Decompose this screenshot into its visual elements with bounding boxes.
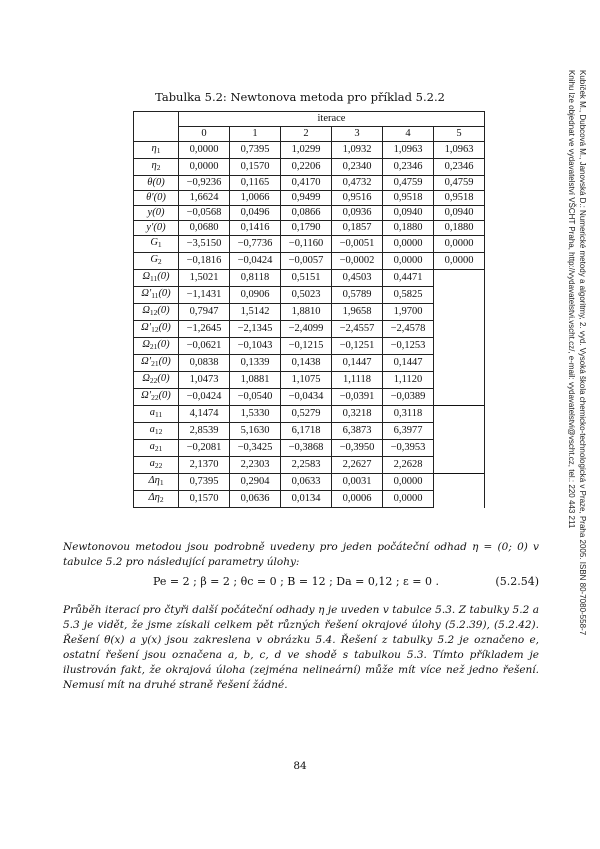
table-cell: 0,1790 [281, 221, 332, 236]
iteration-number: 0 [179, 127, 230, 142]
row-label: y(0) [134, 206, 179, 221]
table-cell: 0,7395 [179, 474, 230, 491]
row-label: $a_{22}$ [134, 457, 179, 474]
side-note-line-2: Knihu lze objednat ve vydavatelství VŠCHT Praha, http://vydavatelstvi.vscht.cz/, e-mail: vydavatelstvi@vscht.cz, tel.: 220 443 211 [567, 70, 576, 529]
table-cell: −0,0568 [179, 206, 230, 221]
table-cell: 1,0473 [179, 372, 230, 389]
table-cell: −0,1253 [383, 338, 434, 355]
table-cell: 0,0000 [179, 142, 230, 159]
row-label: $\Delta\eta_1$ [134, 474, 179, 491]
table-cell: 5,1630 [230, 423, 281, 440]
table-cell: −0,1215 [281, 338, 332, 355]
table-cell: 0,1570 [230, 159, 281, 176]
table-cell: 1,6624 [179, 191, 230, 206]
table-cell: 0,2206 [281, 159, 332, 176]
results-table [133, 111, 485, 508]
table-cell: 0,1339 [230, 355, 281, 372]
equation-number: (5.2.54) [495, 575, 539, 588]
table-row [134, 236, 485, 253]
table-cell: 1,5142 [230, 304, 281, 321]
table-cell: 0,1438 [281, 355, 332, 372]
table-cell: −0,1251 [332, 338, 383, 355]
table-row [134, 253, 485, 270]
row-label: $a_{12}$ [134, 423, 179, 440]
table-cell: 0,1447 [383, 355, 434, 372]
table-cell [434, 440, 485, 457]
table-cell: 1,9700 [383, 304, 434, 321]
table-cell [434, 270, 485, 287]
table-cell: 0,0006 [332, 491, 383, 508]
table-cell: 0,7395 [230, 142, 281, 159]
table-cell: 0,4759 [434, 176, 485, 191]
table-cell: 0,0000 [383, 474, 434, 491]
table-cell [434, 321, 485, 338]
table-cell: 0,4732 [332, 176, 383, 191]
table-cell: 0,1880 [434, 221, 485, 236]
table-cell: 0,8118 [230, 270, 281, 287]
table-cell: −0,0389 [383, 389, 434, 406]
row-label: $\Omega'_{12}(0)$ [134, 321, 179, 338]
table-row [134, 191, 485, 206]
table-cell [434, 355, 485, 372]
table-cell: 2,2583 [281, 457, 332, 474]
table-cell: 0,9518 [434, 191, 485, 206]
row-label: $\eta_1$ [134, 142, 179, 159]
table-cell: 0,0000 [383, 253, 434, 270]
table-cell: 0,1447 [332, 355, 383, 372]
table-cell: −2,1345 [230, 321, 281, 338]
table-cell: 0,0000 [179, 159, 230, 176]
table-cell [434, 338, 485, 355]
table-cell: −0,9236 [179, 176, 230, 191]
page-number: 84 [293, 760, 307, 772]
table-cell: −2,4578 [383, 321, 434, 338]
table-cell: 6,3977 [383, 423, 434, 440]
table-cell: 1,9658 [332, 304, 383, 321]
table-cell: −0,0051 [332, 236, 383, 253]
table-cell: 1,5021 [179, 270, 230, 287]
table-cell: 0,0838 [179, 355, 230, 372]
table-row [134, 321, 485, 338]
table-cell: 0,0000 [434, 236, 485, 253]
table-cell: 0,1857 [332, 221, 383, 236]
table-cell: 0,4471 [383, 270, 434, 287]
table-cell: 0,2346 [383, 159, 434, 176]
table-cell: 0,4503 [332, 270, 383, 287]
row-label: θ(0) [134, 176, 179, 191]
table-cell: 1,1118 [332, 372, 383, 389]
iteration-number: 1 [230, 127, 281, 142]
table-cell: −0,0540 [230, 389, 281, 406]
corner-cell [134, 112, 179, 142]
table-cell: 0,5789 [332, 287, 383, 304]
table-cell: 0,0906 [230, 287, 281, 304]
row-label: $G_1$ [134, 236, 179, 253]
table-row [134, 338, 485, 355]
table-cell: 0,0866 [281, 206, 332, 221]
table-cell: 1,8810 [281, 304, 332, 321]
table-cell: 0,1570 [179, 491, 230, 508]
table-row [134, 474, 485, 491]
table-cell: 0,9499 [281, 191, 332, 206]
row-label: $\Omega_{21}(0)$ [134, 338, 179, 355]
table-cell [434, 423, 485, 440]
table-cell: 6,3873 [332, 423, 383, 440]
iteration-header: iterace [179, 112, 485, 127]
table-cell: −0,3425 [230, 440, 281, 457]
table-cell: 0,9516 [332, 191, 383, 206]
table-cell: 1,0963 [383, 142, 434, 159]
equation-body: Pe = 2 ; β = 2 ; θc = 0 ; B = 12 ; Da = 0,12 ; ε = 0 . [153, 575, 439, 588]
table-cell: 0,0000 [383, 491, 434, 508]
table-cell: −0,0434 [281, 389, 332, 406]
table-cell: −0,7736 [230, 236, 281, 253]
table-row [134, 355, 485, 372]
table-cell [434, 406, 485, 423]
table-cell: 0,0496 [230, 206, 281, 221]
table-cell: 0,2346 [434, 159, 485, 176]
table-cell: 0,4759 [383, 176, 434, 191]
side-note-line-1: Kubíček M., Dubcová M., Janovská D.: Numerické metody a algoritmy, 2. vyd. Vysoká škola chemicko-technologická v Praze, Praha 2005. ISBN 80-7080-558-7 [578, 70, 587, 636]
table-cell: 0,5151 [281, 270, 332, 287]
row-label: $\Omega'_{21}(0)$ [134, 355, 179, 372]
row-label: $\Omega_{12}(0)$ [134, 304, 179, 321]
row-label: $\Omega_{11}(0)$ [134, 270, 179, 287]
table-cell: 0,5279 [281, 406, 332, 423]
paragraph-discussion: Průběh iterací pro čtyři další počáteční odhady η je uveden v tabulce 5.3. Z tabulky 5.2 a 5.3 je vidět, že jsme získali celkem pět různých řešení okrajové úlohy (5.2.39), (5.2.42). Řešení θ(x) a y(x) jsou zakreslena v obrázku 5.4. Řešení z tabulky 5.2 je označeno e, ostatní řešení jsou označena a, b, c, d ve shodě s tabulkou 5.3. Tímto příkladem je ilustrován fakt, že okrajová úloha (zejména nelineární) může mít více než jedno řešení. Nemusí mít na druhé straně řešení žádné. [63, 604, 539, 691]
table-row [134, 372, 485, 389]
table-row [134, 221, 485, 236]
table-cell: 0,3218 [332, 406, 383, 423]
header-row [134, 112, 485, 127]
table-cell: 0,0000 [383, 236, 434, 253]
table-cell: 0,0134 [281, 491, 332, 508]
table-cell [434, 287, 485, 304]
iteration-numbers-row [134, 127, 485, 142]
table-cell: 0,1416 [230, 221, 281, 236]
table-cell: 6,1718 [281, 423, 332, 440]
table-cell: 1,1120 [383, 372, 434, 389]
table-cell: 0,0940 [383, 206, 434, 221]
row-label: $a_{11}$ [134, 406, 179, 423]
row-label: $\eta_2$ [134, 159, 179, 176]
table-cell: −0,3953 [383, 440, 434, 457]
table-cell: 2,1370 [179, 457, 230, 474]
iteration-number: 2 [281, 127, 332, 142]
table-cell: 0,0936 [332, 206, 383, 221]
table-cell: 0,5825 [383, 287, 434, 304]
table-cell: 0,1880 [383, 221, 434, 236]
table-caption: Tabulka 5.2: Newtonova metoda pro příklad 5.2.2 [155, 90, 445, 104]
table-cell [434, 304, 485, 321]
table-cell: 0,7947 [179, 304, 230, 321]
table-cell: −0,0424 [230, 253, 281, 270]
table-cell: 2,8539 [179, 423, 230, 440]
table-cell: 1,0932 [332, 142, 383, 159]
table-cell: 0,0633 [281, 474, 332, 491]
table-cell: 1,0881 [230, 372, 281, 389]
table-cell: −0,1816 [179, 253, 230, 270]
table-cell: −0,0621 [179, 338, 230, 355]
table-cell: 0,2340 [332, 159, 383, 176]
row-label: θ′(0) [134, 191, 179, 206]
table-cell: −2,4557 [332, 321, 383, 338]
table-cell: 1,0299 [281, 142, 332, 159]
table-row [134, 304, 485, 321]
row-label: $\Delta\eta_2$ [134, 491, 179, 508]
table-row [134, 440, 485, 457]
iteration-number: 4 [383, 127, 434, 142]
row-label: y′(0) [134, 221, 179, 236]
row-label: $a_{21}$ [134, 440, 179, 457]
table-row [134, 457, 485, 474]
table-cell [434, 491, 485, 508]
table-row [134, 206, 485, 221]
table-cell: 0,2904 [230, 474, 281, 491]
table-cell: −0,3950 [332, 440, 383, 457]
paragraph-intro: Newtonovou metodou jsou podrobně uvedeny pro jeden počáteční odhad η = (0; 0) v tabulce 5.2 pro následující parametry úlohy: [63, 541, 539, 568]
table-row [134, 423, 485, 440]
table-cell: −0,1043 [230, 338, 281, 355]
table-cell: −0,0002 [332, 253, 383, 270]
iteration-number: 3 [332, 127, 383, 142]
table-cell: 2,2303 [230, 457, 281, 474]
table-row [134, 491, 485, 508]
table-row [134, 176, 485, 191]
table-cell: −0,0057 [281, 253, 332, 270]
table-cell: 0,4170 [281, 176, 332, 191]
table-row [134, 142, 485, 159]
table-cell: 1,0066 [230, 191, 281, 206]
table-cell: 2,2627 [332, 457, 383, 474]
table-cell [434, 457, 485, 474]
table-cell [434, 474, 485, 491]
row-label: $\Omega'_{22}(0)$ [134, 389, 179, 406]
table-cell: 4,1474 [179, 406, 230, 423]
row-label: $G_2$ [134, 253, 179, 270]
table-cell: −3,5150 [179, 236, 230, 253]
table-cell: 0,0940 [434, 206, 485, 221]
table-row [134, 159, 485, 176]
table-cell: −1,2645 [179, 321, 230, 338]
row-label: $\Omega'_{11}(0)$ [134, 287, 179, 304]
table-row [134, 270, 485, 287]
table-cell [434, 372, 485, 389]
table-cell: 0,5023 [281, 287, 332, 304]
table-cell: 0,0680 [179, 221, 230, 236]
table-cell: −0,3868 [281, 440, 332, 457]
table-cell: −1,1431 [179, 287, 230, 304]
iteration-number: 5 [434, 127, 485, 142]
row-label: $\Omega_{22}(0)$ [134, 372, 179, 389]
table-row [134, 287, 485, 304]
table-cell: 1,0963 [434, 142, 485, 159]
table-cell: 0,0000 [434, 253, 485, 270]
table-cell: 0,0636 [230, 491, 281, 508]
table-row [134, 389, 485, 406]
table-cell: −2,4099 [281, 321, 332, 338]
table-cell: −0,2081 [179, 440, 230, 457]
table-cell: 0,9518 [383, 191, 434, 206]
table-cell: 1,1075 [281, 372, 332, 389]
table-cell: 0,1165 [230, 176, 281, 191]
table-cell: −0,1160 [281, 236, 332, 253]
table-cell: −0,0391 [332, 389, 383, 406]
table-cell: 0,3118 [383, 406, 434, 423]
table-row [134, 406, 485, 423]
table-cell: 0,0031 [332, 474, 383, 491]
table-cell [434, 389, 485, 406]
table-cell: 1,5330 [230, 406, 281, 423]
table-cell: 2,2628 [383, 457, 434, 474]
table-cell: −0,0424 [179, 389, 230, 406]
